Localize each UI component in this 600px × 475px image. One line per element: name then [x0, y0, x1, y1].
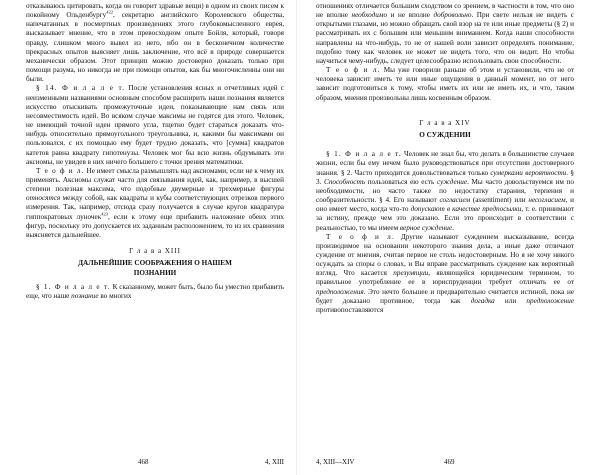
right-paragraph-2: Т е о ф и л. Мы уже говорили раньше об этом и установили, что не от человека зависит иметь те или иные ощущения в данный момент, но от него зависит подготовиться к тому, чтобы иметь их или не иметь их, и что, таким образом, мнения произвольны лишь косвенным образом.	[316, 66, 574, 102]
left-paragraph-1: отказываюсь цитировать, когда он говорит здравые вещи) в одном из своих писем к покойному Ольденбургу$^{422}$, секретарю английского Королевского общества, напечатанных в посмертных произведениях этого глубокомысленного еврея, высказывает мнение, что в этом превосходном опыте Бойля, который, говоря правду, слишком много вывел из него, ибо он в бесконечном количестве прекрасных опытов выясняет лишь заключение, что всё в природе совершается механически образом. Этот принцип можно достоверно доказать только при помощи разума, но никогда не при помощи опытов, как бы многочисленны они ни были.	[26, 2, 284, 84]
left-paragraph-2: § 14. Ф и л а л е т. После установления ясных и отчетливых идей с неизменными названиями основным способом расширить наши познания является искусство отыскивать промежуточные идеи, показывающие нам связь или несовместимость идей. Во всяком случае максимы не годятся для этого. Человек, не имеющий точной идеи прямого угла, тщетно будет стараться доказать что-нибудь относительно прямоугольного треугольника, и, какими бы максимами он пользовался, с их помощью ему будет трудно доказать, что [сумма] квадратов катетов равна квадрату гипотенузы. Человек мог бы всю жизнь обдумывать эти аксиомы, не увидев в них ничего большего с точки зрения математики.	[26, 84, 284, 166]
running-head-left: 4, XIII	[264, 458, 284, 466]
chapter-label-xiii: Г л а в а XIII	[129, 247, 181, 256]
footnote-ref-422: 422	[106, 9, 113, 15]
chapter-title-xiii: ДАЛЬНЕЙШИЕ СООБРАЖЕНИЯ О НАШЕМ ПОЗНАНИИ	[78, 259, 232, 277]
left-page	[26, 2, 284, 472]
page-number-left: 468	[138, 458, 149, 466]
right-paragraph-1: отношениях отличается большим сходством со зрением, в частности в том, что оно не вполне необходимо и не вполне добровольно. При свете нельзя не видеть с открытыми глазами, но можно обращать свой взор на те или иные предметы (§ 2) и рассматривать их с большим или меньшим вниманием. Когда наши способности направлены на что-нибудь, то не от нашей воли зависит определять понимание, подобно тому как человек не может не видеть того, что он видит. Но чтобы научиться чему-нибудь, следует целесообразно использовать свои способности.	[316, 2, 574, 65]
page-number-right: 469	[444, 458, 455, 466]
footnote-ref-423: 423	[101, 211, 108, 217]
right-footer	[316, 458, 574, 468]
speaker-lead: § 1. Ф и л а л е т.	[36, 283, 111, 292]
right-page	[316, 2, 574, 472]
chapter-title-xiv: О СУЖДЕНИИ	[419, 130, 471, 139]
running-head-right: 4, XIII—XIV	[316, 458, 355, 466]
left-footer	[26, 458, 284, 468]
right-paragraph-4: Т е о ф и л. Другие называют суждением высказывание, всегда производимое на основании некоторого знания дела, а иные даже отличают суждение от мнения, считая первое не столь недостоверным. Но я не хочу никого осуждать за споры о словах, и Вы вправе рассматривать суждение как вероятный взгляд. Что касается презумпции, являющейся юридическим термином, то правильное употребление ее в юриспруденции требует отличать ее от предположения. Это нечто большее и предварительно считается истиной, пока не будет доказано противное, тогда как догадка или предположение противопоставляются	[316, 232, 575, 314]
gutter-divider	[296, 0, 297, 475]
speaker-lead: Т е о ф и л.	[326, 232, 395, 241]
left-paragraph-4: § 1. Ф и л а л е т. К сказанному, может быть, было бы уместно прибавить еще, что наше познание во многих	[26, 283, 284, 301]
speaker-lead: § 14. Ф и л а л е т.	[36, 84, 126, 93]
speaker-lead: Т е о ф и л.	[326, 66, 381, 75]
speaker-lead: Т е о ф и л.	[36, 166, 85, 175]
speaker-lead: § 1. Ф и л а л е т.	[326, 150, 402, 159]
left-paragraph-3: Т е о ф и л. Не имеет смысла размышлять над аксиомами, если не к чему их применять. Аксиомы служат часто для связывания идей, как, например, в высшей степени полезная максима, что подобные двумерные и трехмерные фигуры относятся между собой, как квадраты и кубы соответствующих отрезков первого измерения. Так, например, отсюда сразу получается в случае кругов квадратура гиппократовых луночек$^{423}$, если к этому еще прибавить наложение обеих этих фигур, поскольку это допускается их заданным расположением, то из их сравнения выясняется дальнейшее.	[26, 166, 285, 239]
right-paragraph-3: § 1. Ф и л а л е т. Человек не знал бы, что делать в большинстве случаев жизни, если бы ему нечем было руководствоваться при отсутствии достоверного знания. § 2. Часто приходится довольствоваться только сумерками вероятности. § 3. Способность пользоваться ею есть суждение. Мы часто довольствуемся им по необходимости, но часто также по недостатку старания, терпения и сообразительности. § 4. Его называют согласием (assentiment) или несогласием, и оно имеет место, когда что-то допускают в качестве предпосылки, т. е. принимают за истину, прежде чем это доказано. Если это происходит в соответствии с реальностью, то мы имеем верное суждение.	[316, 150, 575, 232]
chapter-label-xiv: Г л а в а XIV	[419, 118, 471, 127]
